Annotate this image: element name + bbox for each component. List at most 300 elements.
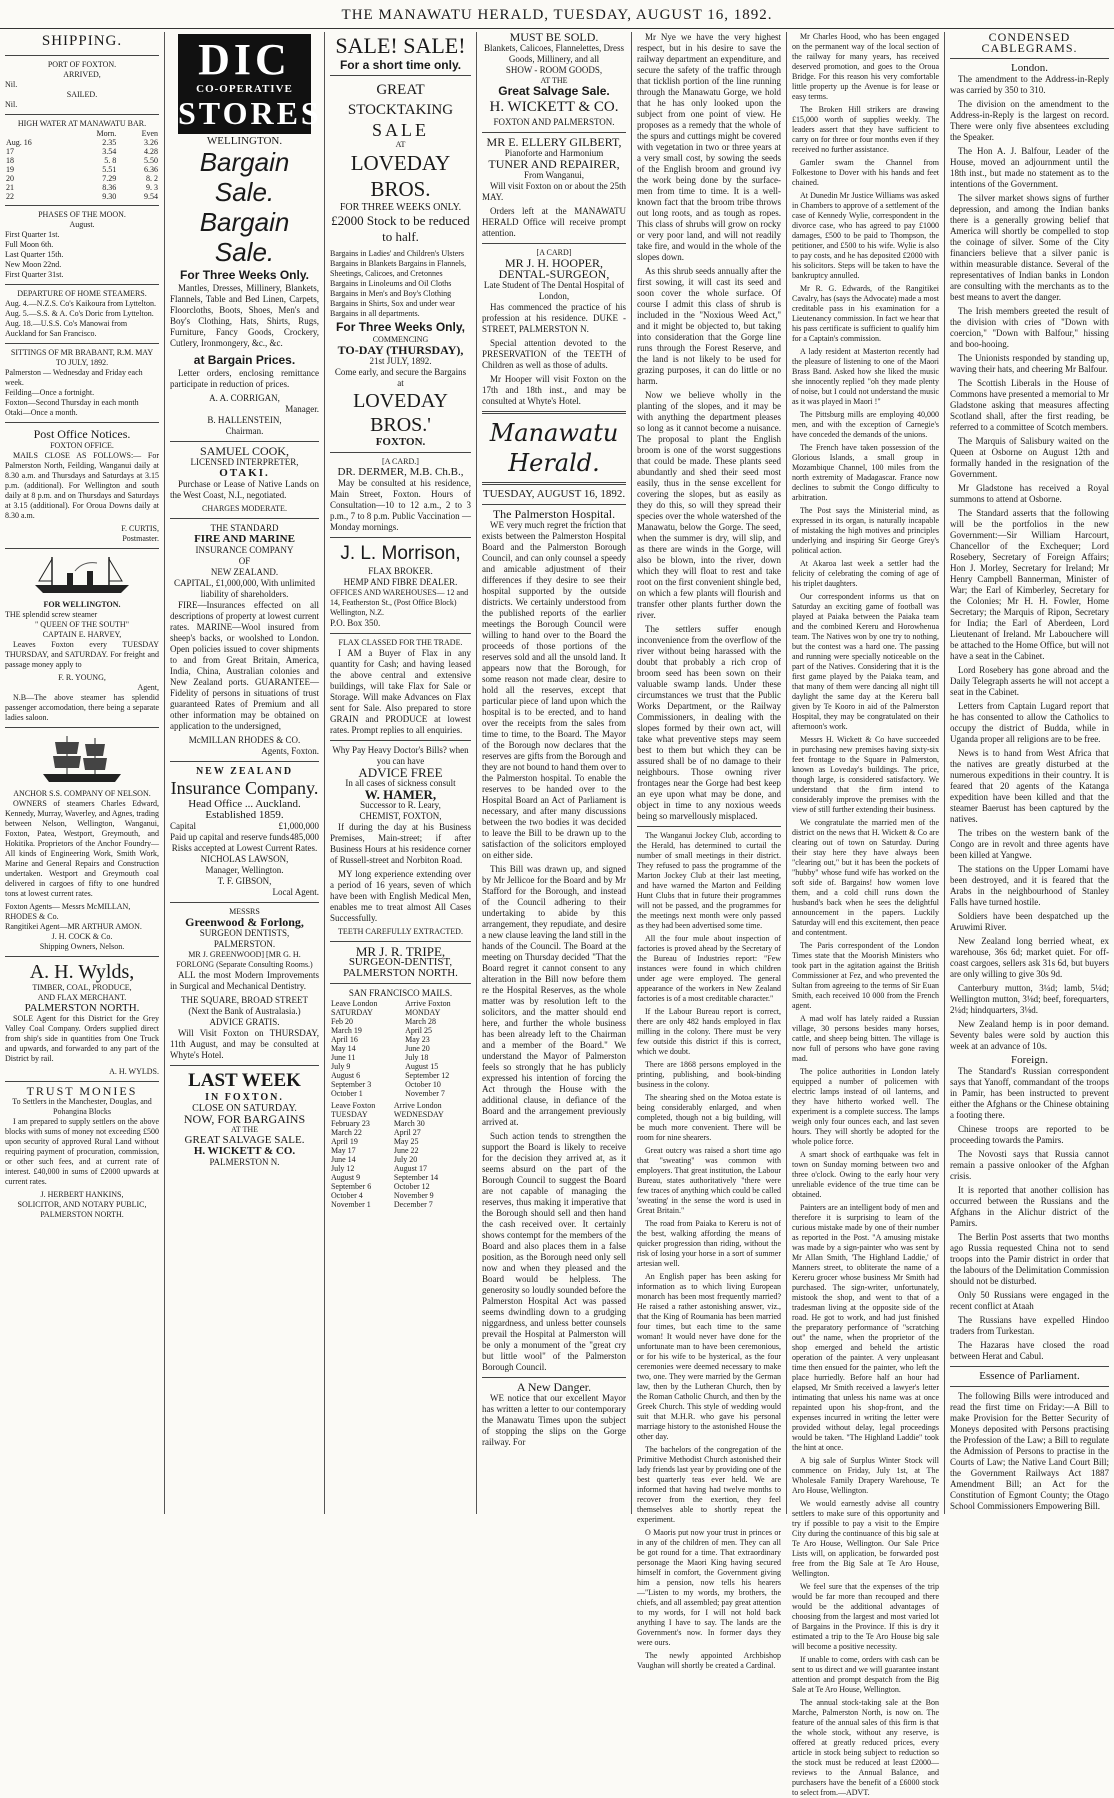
hooper-text3: Mr Hooper will visit Foxton on the 17th and 18th inst., and may be consulted at Whyte's Hotel. — [482, 374, 626, 406]
news-para: We congratulate the married men of the district on the news that H. Wickett & Co are clearing out of town on Saturday. During their stay here they have always been "clearing out," but it has been the pockets of "hubby" whose fund wife has worked on the soft side of. Bargains! how women love them, and a cold chill runs down the husband's back when he sees the delightful announcement in the papers. Luckily Saturday will end this excitement, then peace and contentment. — [792, 818, 939, 937]
news-para: There are 1868 persons employed in the printing, publishing, and book-binding business in the colony. — [637, 1060, 781, 1089]
nz-capital-value: £1,000,000 — [278, 821, 319, 831]
news-para: Our correspondent informs us that on Saturday an exciting game of football was played at Paiaka between the Paiaka team and the combined Kereru and Horowhenua team. The Natives won by one try to nothing, but the contest was a hard one. The passing and running were specially noticeable on the part of the Natives. Considering that it is the first game played by the Paiaka team, and that many of them were dancing all night till daylight the same day at the Kereru ball given by Te Kooro in aid of the Palmerston Hospital, they may be congratulated on their afternoon's work. — [792, 592, 939, 731]
news-para: The annual stock-taking sale at the Bon Marche, Palmerston North, is now on. The feature of the annual sales of this firm is that the whole stock, without any reserve, is offered at greatly reduced prices, every article in stock being subject to reduction so the stock must be reduced at least £2000—reviews to the Annual Balance, and purchasers have the benefit of a £6000 stock to select from.—ADVT. — [792, 1698, 939, 1797]
table-cell: 9.30 — [102, 192, 117, 201]
wellington-intro: THE splendid screw steamer — [5, 610, 98, 619]
wellington-text: Leaves Foxton every TUESDAY THURSDAY, and SATURDAY. For freight and passage money apply to — [5, 640, 159, 669]
date: 21st JULY, 1892. — [369, 356, 432, 366]
news-para: O Maoris put now your trust in princes or in any of the children of men. They can all be got round for a time. That extraordinary personage the Maori King having secured himself in comfort, the Government giving him a pension, now tells his hearers—"Listen to my words, my brothers, the chiefs, and all assembled; pay great attention to my words, for I will not hold back anything I have to say. The lands are the Government's now. In former days they were ours. — [637, 1528, 781, 1647]
nz-insurance-heading: NEW ZEALAND — [195, 766, 294, 777]
morrison-title2: HEMP AND FIBRE DEALER. — [343, 577, 458, 587]
foreign-heading: Foreign. — [1011, 1054, 1048, 1066]
news-para: The settlers suffer enough inconvenience from the overflow of the river without being harassed with the doubt that probably a rich crop of broom seed has been sown on their valuable swamp lands. Under these circumstances we trust that the Public Works Department, or the Railway Commissioners, in dealing with the slopes formed by their own act, will take what preventive steps may seem best to them but which they can be assured shall be of no damage to their neighbours. Those owning river frontages near the Gorge had best keep an eye upon what may be done, and object in time to any noxious weeds being so marvellously misplaced. — [637, 624, 781, 821]
table-cell: June 14 — [331, 1155, 356, 1164]
london-heading: London. — [1011, 62, 1048, 74]
parliament-para: The following Bills were introduced and read the first time on Friday:—A Bill to make Provision for the Better Security of Moneys deposited with Persons practising the Profession of the Law; a Bill to regulate the Admission of Persons to practise in the Courts of Law; the Native Land Court Bill; the Government Railways Act 1887 Amendment Bill; an Act for the Constitution of Egmont County; the Otago School Commissioners Empowering Bill. — [950, 1391, 1109, 1511]
danger-heading: A New Danger. — [516, 1380, 592, 1394]
wellington-agent-title: Agent, — [137, 683, 159, 692]
high-water-heading: HIGH WATER AT MANAWATU BAR. — [17, 119, 147, 128]
steamer-line: Aug. 18.—U.S.S. Co's Manowai from Auckland for San Francisco. — [5, 319, 128, 338]
high-water-table — [5, 129, 159, 201]
table-row — [5, 183, 159, 192]
table-cell: Even — [141, 129, 158, 138]
hooper-title: DENTAL-SURGEON, — [498, 267, 610, 281]
news-para: The road from Paiaka to Kereru is not of the best, walking affording the means of quicker progression than riding, without the risk of losing your horse in a sort of summer artesian well. — [637, 1219, 781, 1268]
loveday-name: LOVEDAY BROS. — [350, 151, 451, 201]
gilbert-title: TUNER AND REPAIRER, — [488, 157, 620, 171]
table-cell: Morn. — [96, 129, 117, 138]
table-cell: 21 — [6, 183, 14, 192]
flax-classed: FLAX CLASSED FOR THE TRADE. — [338, 638, 463, 647]
cablegrams-heading: CONDENSED CABLEGRAMS. — [981, 30, 1078, 55]
come-early: Come early, and secure the Bargains — [334, 367, 467, 377]
nz-established: Established 1859. — [205, 809, 284, 821]
now-bargains: NOW, FOR BARGAINS — [183, 1112, 306, 1126]
wylds-text: SOLE Agent for this District for the Grey Valley Coal Company. Orders supplied direct from ship's side in quantities from One Truck and upwards, and forwarded to any part of the District by rail. — [5, 1014, 159, 1063]
table-cell: 8.36 — [102, 183, 117, 192]
gilbert-name: MR E. ELLERY GILBERT, — [486, 135, 622, 149]
sailed-heading: SAILED. — [66, 90, 98, 99]
table-row — [330, 1035, 471, 1044]
anchor-heading: ANCHOR S.S. COMPANY OF NELSON. — [13, 789, 151, 798]
cable-para: Letters from Captain Lugard report that he has consented to allow the Catholics to occupy the district of Budda, while in Uganda proper all religions are to be free. — [950, 701, 1109, 744]
news-para: At Akaroa last week a settler had the felicity of celebrating the coming of age of his triplet daughters. — [792, 559, 939, 588]
paper-title: Manawatu Herald. — [489, 419, 619, 477]
news-para: Mr Nye we have the very highest respect, but in his desire to save the railway department an expenditure, and secure the safety of the traffic through that ticklish portion of the line running through the Manawatu Gorge, we hold that he has only looked upon the subject from one point of view. He proposes as a remedy that the whole of the spurs and cuttings might be covered with vegetation in two or three years at a very small cost, by sowing the seeds of the English broom and ground ivy the work being done by the surface-men from time to time. It is a well-known fact that the broom tribe throws out long roots, and as tough as ropes. This class of shrubs will grow on rocky or very poor land, and will not readily take fire, and would in the whole of the slopes down. — [637, 32, 781, 262]
table-cell: 2.35 — [102, 138, 117, 147]
news-para: The newly appointed Archbishop Vaughan will shortly be created a Cardinal. — [637, 1651, 781, 1670]
cable-para: New Zealand long berried wheat, ex warehouse, 36s 6d; market quiet. For off-coast cargoes, sellers ask 31s 6d, but buyers are only willing to give 30s 9d. — [950, 936, 1109, 979]
arrived-nil: Nil. — [5, 80, 18, 89]
table-cell: December 7 — [393, 1200, 433, 1209]
table-cell: October 4 — [331, 1191, 363, 1200]
card-label: [A CARD.] — [382, 457, 419, 466]
table-cell: May 23 — [405, 1035, 430, 1044]
foreign-para: Chinese troops are reported to be proceeding towards the Pamirs. — [950, 1124, 1109, 1145]
wylds-name: A. H. Wylds, — [29, 961, 135, 983]
gilbert-from: From Wanganui, — [523, 170, 585, 180]
hospital-p2: This Bill was drawn up, and signed by Mr Jellicoe for the Board and by Mr Stafford for the Borough, and instead of the Council adhering to their undertaking to abide by this arrangement, they repudiate, and desire a new clause leaving the land still in the hands of the Council. The Board at the meeting on Thursday decided "That the Board regret it cannot consent to any alteration in the Bill now before them re the Hospital Reserves, as the whole matter was by resolution left to the solicitors, and the matter should end here, and further the whole business has been already left to the Chairman and a member of the Board." We understand the Mayor of Palmerston feels so strongly that he has publicly expressed his intention of forcing the Act through the House with the additional clause, in defiance of the Board and the arrangement previously arrived at. — [482, 864, 626, 1127]
trust-heading: TRUST MONIES — [26, 1084, 138, 1098]
wellington-captain: CAPTAIN E. HARVEY, — [42, 630, 122, 639]
fire-agent-title: Agents, Foxton. — [261, 746, 319, 756]
table-cell: February 23 — [331, 1119, 370, 1128]
table-row — [330, 1191, 471, 1200]
table-cell: Feb 20 — [331, 1017, 353, 1026]
table-row — [5, 174, 159, 183]
greenwood-address: THE SQUARE, BROAD STREET (Next the Bank of Australasia.) — [180, 995, 308, 1016]
cook-place: OTAKI. — [219, 467, 270, 479]
shipping-title: SHIPPING. — [41, 33, 123, 49]
table-cell: 3.54 — [102, 147, 117, 156]
moon-line: Full Moon 6th. — [5, 240, 54, 249]
cable-para: The division on the amendment to the Address-in-Reply is the largest on record. There were only five absentees excluding the Speaker. — [950, 99, 1109, 142]
news-para: Messrs H. Wickett & Co have succeeded in purchasing new premises having sixty-six feet frontage to the Square in Palmerston, known as Loveday's buildings. The price, though large, is considered satisfactory. We understand that the firm intend to considerably improve the premises with the view of still further extending their business. — [792, 735, 939, 814]
bargain-prices: at Bargain Prices. — [193, 353, 296, 367]
foreign-para: The Standard's Russian correspondent says that Yanoff, commandant of the troops in Pamir, has been instructed to prevent either the Afghans or the Chinese obtaining a footing there. — [950, 1066, 1109, 1120]
nz-capital-row — [170, 821, 319, 832]
table-row — [5, 165, 159, 174]
table-cell: September 6 — [331, 1182, 372, 1191]
table-row — [5, 156, 159, 165]
mails-heading: SAN FRANCISCO MAILS. — [348, 988, 453, 998]
at-word-2: at — [397, 378, 404, 388]
news-para: The Wanganui Jockey Club, according to the Herald, has determined to curtail the number of small meetings in their district. They refused to pass the programme of the Marton Jockey Club at their last meeting, and have warned the Marton and Feilding Hunt Clubs that in future their programmes will not be passed, and the programmes for the meetings next month were only passed as they had been advertised some time. — [637, 831, 781, 930]
fire-agent: McMILLAN RHODES & CO. — [188, 735, 301, 745]
table-row — [5, 138, 159, 147]
foreign-para: The Russians have expelled Hindoo traders from Turkestan. — [950, 1315, 1109, 1336]
mails-table-2 — [330, 1101, 471, 1209]
dermer-text: May be consulted at his residence, Main Street, Foxton. Hours of Consultation—10 to 12 a.m., 2 to 3 p.m., 7 to 8 p.m. Public Vaccination — Monday mornings. — [330, 478, 471, 532]
table-row — [330, 1173, 471, 1182]
hospital-heading: The Palmerston Hospital. — [492, 507, 616, 521]
news-para: The Post says the Ministerial mind, as expressed in its organ, is naturally incapable of mistaking the high motives and principles underlying and inspiring Sir George Grey's political action. — [792, 506, 939, 555]
dic-logo-stores: STORES — [178, 95, 322, 131]
dermer-name: DR. DERMER, M.B. Ch.B., — [337, 466, 464, 478]
advice-free: ADVICE FREE — [358, 765, 443, 780]
table-cell: 18 — [6, 156, 14, 165]
table-cell: 8. 2 — [146, 174, 158, 183]
moon-line: New Moon 22nd. — [5, 260, 62, 269]
sittings-line: Otaki—Once a month. — [5, 408, 78, 417]
cable-para: The silver market shows signs of further depression, and among the Indian banks there is a generally growing belief that America will shortly be compelled to stop the coinage of silver. Some of the City financiers believe that a silver panic is within measurable distance. Several of the representatives of Indian banks in London are consulting with the merchants as to the best means to avert the danger. — [950, 193, 1109, 302]
hooper-name: MR J. H. HOOPER, — [504, 256, 603, 270]
sittings-line: Feilding—Once a fortnight. — [5, 388, 95, 397]
news-para: Now we believe wholly in the planting of the slopes, and it may be with anything the department pleases so long as it cannot become a nuisance. The proposal to plant the English broom is one of the worst suggestions that could be made. These plants seed abundantly and shed their seed most easily, thus in the sense excellent for covering the slopes, but as easily as they do this, so will they spread their species over the whole watershed of the Manawatu, below the Gorge. The seed, when the summer is dry, will slip, and as there are winds in the Gorge, will also be blown, into the river, down which they will float to rest and take root on the first convenient shingle bed, on which a few plants will flourish and transfer other plants further down the river. — [637, 390, 781, 620]
fire-heading: THE STANDARD — [210, 523, 279, 533]
wickett-place: PALMERSTON N. — [209, 1157, 280, 1167]
corrigan-title: Manager. — [285, 404, 319, 414]
wylds-signature: A. H. WYLDS. — [109, 1067, 159, 1076]
great-stocktaking: GREAT STOCKTAKING — [347, 82, 454, 118]
table-row — [330, 1053, 471, 1062]
gilbert-trade: Pianoforte and Harmonium — [504, 148, 604, 158]
wylds-trade: TIMBER, COAL, PRODUCE, — [32, 983, 132, 992]
news-para: If unable to come, orders with cash can be sent to us direct and we will guarantee instant attention and prompt despatch from the Big Sale at Te Aro House, Wellington. — [792, 1655, 939, 1694]
table-row — [330, 1017, 471, 1026]
table-cell: October 10 — [405, 1080, 441, 1089]
table-row — [330, 1044, 471, 1053]
table-cell: 3.26 — [144, 138, 158, 147]
foreign-para: The Novosti says that Russia cannot remain a passive onlooker of the Afghan crisis. — [950, 1149, 1109, 1181]
cable-para: The Scottish Liberals in the House of Commons have presented a memorial to Mr Gladstone asking that measures affecting Scotland shall, after the first reading, be referred to a committee of Scotch members. — [950, 378, 1109, 432]
table-row — [330, 1128, 471, 1137]
table-cell: 22 — [6, 192, 14, 201]
three-weeks-2: For Three Weeks Only, — [336, 320, 465, 334]
table-row — [330, 1062, 471, 1071]
post-office-text: MAILS CLOSE AS FOLLOWS:— For Palmerston North, Feilding, Wanganui daily at 8.30 a.m. and Thursdays and Saturdays at 3.15 p.m. (additional). For Wellington and south daily at 8 p.m. and on Thursdays and Saturdays at 3.15 (additional). For Oroua Downs daily at 8.30 a.m. — [5, 451, 159, 520]
fire-nz: NEW ZEALAND. — [210, 567, 279, 577]
table-cell: 5. 8 — [104, 156, 117, 165]
table-cell: November 9 — [393, 1191, 434, 1200]
steamer-line: Aug. 4.—N.Z.S. Co's Kaikoura from Lyttelton. — [5, 299, 156, 308]
sale-word: SALE — [372, 120, 429, 140]
hooper-text: Has commenced the practice of his profession at his residence. DUKE - STREET, PALMERSTON N. — [482, 302, 626, 334]
messrs: MESSRS — [229, 907, 260, 916]
at-the: AT THE — [540, 76, 568, 85]
table-cell: Leave London SATURDAY — [331, 999, 378, 1017]
morrison-title: FLAX BROKER. — [368, 566, 433, 576]
table-cell: Aug. 16 — [6, 138, 32, 147]
greenwood-advice: ADVICE GRATIS. — [209, 1017, 280, 1027]
table-row — [330, 1089, 471, 1098]
column-shipping — [0, 32, 165, 1514]
table-cell: September 3 — [331, 1080, 372, 1089]
column-loveday — [325, 32, 477, 1514]
table-cell: September 12 — [405, 1071, 450, 1080]
table-cell: March 19 — [331, 1026, 362, 1035]
teeth-extracted: TEETH CAREFULLY EXTRACTED. — [338, 927, 463, 936]
table-cell: October 12 — [393, 1182, 430, 1191]
cable-para: The Marquis of Salisbury waited on the Queen at Osborne on August 12th and formally handed in the resignation of the Government. — [950, 436, 1109, 479]
danger-p1: WE notice that our excellent Mayor has written a letter to our contemporary the Manawatu Times upon the subject of stopping the slips on the Gorge railway. For — [482, 1393, 626, 1447]
table-row — [330, 1137, 471, 1146]
nz-gibson-title: Local Agent. — [272, 887, 319, 897]
cable-para: Canterbury mutton, 3¼d; lamb, 5¼d; Wellington mutton, 3⅛d; beef, forequarters, 2¼d; hindquarters, 3⅛d. — [950, 983, 1109, 1015]
news-para: A smart shock of earthquake was felt in town on Sunday morning between two and three o'clock. Owing to the early hour very unreliable evidence of the true time can be obtained. — [792, 1150, 939, 1199]
news-para: Gamler swam the Channel from Folkestone to Dover with his hands and feet chained. — [792, 158, 939, 187]
paper-date: TUESDAY, AUGUST 16, 1892. — [482, 488, 626, 500]
cable-para: The Irish members greeted the result of the division with cries of "Down with coercion," "Down with Balfour," hissing and boo-hooing. — [950, 306, 1109, 349]
table-row — [330, 1146, 471, 1155]
wellington-agent: F. R. YOUNG, — [58, 673, 106, 682]
news-para: The bachelors of the congregation of the Primitive Methodist Church astonished their lady friends last year by providing one of the best quarterly teas ever held. We are informed that having had twelve months to recover from the exertion, they feel themselves able to shortly repeat the experiment. — [637, 1445, 781, 1524]
news-para: If the Labour Bureau report is correct, there are only 482 hands employed in flax milling in the colony. There must be very few outside this district if this is correct, which we doubt. — [637, 1007, 781, 1056]
wellington-ship: " QUEEN OF THE SOUTH" — [35, 620, 129, 629]
at-the: AT THE — [230, 1125, 259, 1134]
stock-reduced: £2000 Stock to be reduced to half. — [331, 213, 470, 244]
table-cell: August 9 — [331, 1173, 361, 1182]
mails-table-1 — [330, 999, 471, 1098]
news-para: Painters are an intelligent body of men and therefore it is surprising to learn of the curious mistake made by one of their number as reported in the Post. "A amusing mistake was made by a sign-painter who was sent by Mr Allan Smith, 'The Highland Laddie,' of Manners street, to obliterate the name of a Kereru grocer whose business Mr Smith had purchased. The sign-writer, unfortunately, mistook the shop, and went to that of a tradesman living at the opposite side of the road. He got to work, and had just finished the preparatory performance of "scratching out" the name, when the proprietor of the shop emerged and beheld the artistic operation of the painter. A very unpleasant time then ensued for the painter, who left the place hurriedly. Before half an hour had elapsed, Mr Smith received a lawyer's letter intimating that unless his name was at once repainted upon his shop-front, and the expenses incurred in writing the letter were provided without delay, legal proceedings would be taken. "The Highland Laddie" took the hint at once. — [792, 1203, 939, 1452]
port-heading: PORT OF FOXTON. — [47, 60, 117, 69]
table-cell: March 28 — [405, 1017, 436, 1026]
morrison-box: P.O. Box 350. — [330, 618, 381, 628]
greenwood-title: SURGEON DENTISTS, — [199, 928, 290, 938]
news-para: At Dunedin Mr Justice Williams was asked in Chambers to approve of a settlement of the case of Kennedy Wylie, correspondent in the divorce case, who has agreed to pay £1000 damages, £500 to be paid to Thompson, the petitioner, and £500 to his wife. Wylie is also to pay costs, and he has deposited £2000 with his solicitors. Steps will be taken to have the bankruptcy annulled. — [792, 191, 939, 280]
table-cell: September 14 — [393, 1173, 439, 1182]
wickett-name: H. WICKETT & CO. — [489, 99, 619, 115]
hospital-p3: Such action tends to strengthen the support the Board is likely to receive for the decision they arrived at, as it seems absurd on the part of the Borough Council to suggest the Board are not capable of managing the reserves, thus making it imperative that the Borough should sell and then hand the cash received over. It certainly shows contempt for the members of the Board and also places them in a false position, as the Borough need only sell now and when they pleased and the Board would be helpless. The generosity so loudly sounded before the Palmerston Hospital Act was passed seems dwindling down to a grudging niggardness, and unless better counsels prevail the Hospital at Palmerston will be only a monument of the "great cry but little wool" of the Palmerston Borough Council. — [482, 1131, 626, 1372]
greenwood-name: Greenwood & Forlong, — [185, 915, 304, 929]
cable-para: Soldiers have been despatched up the Aruwimi River. — [950, 911, 1109, 932]
hamer-text: If during the day at his Business Premises, Main-street; if after Business Hours at his residence corner of Russell-street and Norbiton Road. — [330, 822, 471, 865]
anchor-signature-title: Shipping Owners, Nelson. — [39, 942, 125, 951]
moon-line: Last Quarter 15th. — [5, 250, 64, 259]
news-para: The French have taken possession of the Glorious Islands, a small group in Mozambique Channel, 100 miles from the north extremity of Madagascar. France now declines to submit the Congo difficulty to arbitration. — [792, 443, 939, 502]
table-row — [330, 1119, 471, 1128]
wylds-place: PALMERSTON NORTH. — [24, 1002, 140, 1014]
news-para: Mr Charles Hood, who has been engaged on the permanent way of the local section of the railway for many years, has received deserved promotion, and goes to the Oroua Bridge. For this reason his very comfortable little property up the Avenue is for lease or easy terms. — [792, 32, 939, 101]
nz-capital-label: Capital — [170, 821, 196, 831]
loveday-name-2: LOVEDAY BROS.' — [353, 390, 448, 436]
cook-charges: CHARGES MODERATE. — [202, 504, 287, 513]
table-cell: June 11 — [331, 1053, 356, 1062]
trust-sub: To Settlers in the Manchester, Douglas, and Pohangina Blocks — [12, 1097, 152, 1116]
news-para: A big sale of Surplus Winter Stock will commence on Friday, July 1st, at The Wholesale Family Drapery Warehouse, Te Aro House, Wellington. — [792, 1456, 939, 1495]
three-weeks-heading: For Three Weeks Only. — [180, 268, 309, 282]
nz-head-office: Head Office ... Auckland. — [188, 798, 301, 810]
table-cell: August 15 — [405, 1062, 439, 1071]
show-room: SHOW - ROOM GOODS, — [505, 65, 603, 75]
parliament-heading: Essence of Parliament. — [979, 1370, 1080, 1382]
news-para: Mr R. G. Edwards, of the Rangitikei Cavalry, has (says the Advocate) made a most creditable pass in his examination for a Lieutenancy commission. In fact we hear that his pass certificate is sufficient to qualify him for a Captain's commission. — [792, 284, 939, 343]
cable-para: News is to hand from West Africa that the natives are greatly disturbed at the numerous expeditions in their country. It is feared that 20 agents of the Katanga expedition have been killed and that the steamer Baerust has been captured by the natives. — [950, 748, 1109, 824]
trust-signature2: SOLICITOR, AND NOTARY PUBLIC, — [17, 1200, 147, 1209]
table-cell: August 6 — [331, 1071, 361, 1080]
morrison-name: J. L. Morrison, — [340, 543, 461, 564]
news-para: The Pittsburg mills are employing 40,000 men, and with the exception of Carnegie's have conceded the demands of the unions. — [792, 410, 939, 439]
table-cell: November 1 — [331, 1200, 371, 1209]
table-cell: 5.50 — [144, 156, 158, 165]
table-row — [330, 1164, 471, 1173]
anchor-agents: Foxton Agents— Messrs McMILLAN, RHODES & Co. — [5, 902, 131, 921]
fire-text: FIRE—Insurances effected on all descriptions of property at lowest current rates. MARINE—Wool insured from sheep's backs, or woolshed to London. Open policies issued to cover shipments to and from Great Britain, America, India, China, Australian colonies and New Zealand ports. GUARANTEE—Fidelity of persons in situations of trust guaranteed Rates of Premium and all other information may be obtained on application to the undersigned, — [170, 600, 319, 731]
table-header-row — [5, 129, 159, 138]
card-label: [A CARD] — [536, 248, 572, 257]
table-cell: March 30 — [393, 1119, 425, 1128]
table-header-row — [330, 999, 471, 1017]
post-office-signature-title: Postmaster. — [122, 534, 159, 543]
cable-para: The tribes on the western bank of the Congo are in revolt and three agents have been killed at Yangwe. — [950, 828, 1109, 860]
hallenstein-title: Chairman. — [225, 426, 264, 436]
table-row — [330, 1080, 471, 1089]
greenwood-names: MR J. GREENWOOD] [MR G. H. FORLONG (Separate Consulting Rooms.) — [176, 950, 313, 969]
table-cell: March 22 — [331, 1128, 362, 1137]
bargain-list: Bargains in Ladies' and Children's Ulsters Bargains in Blankets Bargains in Flannels, Sheetings, Calicoes, and Cretonnes Bargains in Linoleums and Oil Cloths Bargains in Men's and Boy's Clothing Bargains in Shirts, Sox and under wear Bargains in all departments. — [330, 249, 467, 318]
table-cell: 17 — [6, 147, 14, 156]
table-cell: July 18 — [405, 1053, 429, 1062]
foreign-para: It is reported that another collision has occurred between the Russians and the Afghans in the Alichur district of the Pamirs. — [950, 1185, 1109, 1228]
fire-capital: CAPITAL, £1,000,000, With unlimited liability of shareholders. — [174, 578, 315, 599]
trust-signature: J. HERBERT HANKINS, — [40, 1190, 124, 1199]
last-week: LAST WEEK — [188, 1070, 301, 1091]
tripe-title: SURGEON-DENTIST, — [348, 956, 453, 968]
wellington-heading: FOR WELLINGTON. — [43, 600, 121, 609]
cable-para: Mr Gladstone has received a Royal summons to attend at Osborne. — [950, 483, 1109, 504]
why-pay: Why Pay Heavy Doctor's Bills? when you can have — [332, 745, 469, 766]
table-cell: June 22 — [393, 1146, 419, 1155]
moon-line: First Quarter 31st. — [5, 270, 64, 279]
steamers-heading: DEPARTURE OF HOME STEAMERS. — [17, 289, 147, 298]
table-cell: May 25 — [393, 1137, 419, 1146]
cable-para: The Hon A. J. Balfour, Leader of the House, moved an adjournment until the 18th inst., but made no statement as to the intentions of the Government. — [950, 146, 1109, 189]
table-row — [330, 1155, 471, 1164]
table-cell: April 25 — [405, 1026, 432, 1035]
table-cell: 6.36 — [144, 165, 158, 174]
anchor-text: OWNERS of steamers Charles Edward, Kennedy, Murray, Waverley, and Agnes, trading between Nelson, Wellington, Wanganui, Foxton, Patea, Westport, Greymouth, and Hokitika. Proprietors of the Anchor Foundry—All kinds of Engineering Work, Smith Work, Marine and General Repairs and Construction undertaken. Westport and Greymouth coal delivered in cargoes of fifty to one hundred tons at lowest current rates. — [5, 799, 159, 898]
blankets: Blankets, Calicoes, Flannelettes, Dress Goods, Millinery, and all — [484, 43, 624, 64]
table-cell: October 1 — [331, 1089, 363, 1098]
column-cablegrams — [945, 32, 1114, 1514]
tripe-place: PALMERSTON NORTH. — [343, 967, 458, 979]
commencing: COMMENCING — [372, 335, 429, 344]
nz-insurance-title: Insurance Company. — [170, 778, 319, 798]
news-para: As this shrub seeds annually after the first sowing, it will cast its seed and soon cover the whole surface. Of course I admit this class of shrub is included in the "Noxious Weed Act," and it might be objected to, but taking into consideration that the Gorge line runs through the Forest Reserve, and the land is not likely to be used for grazing purposes, it can do little or no harm. — [637, 266, 781, 386]
dic-logo-sub: CO-OPERATIVE — [196, 83, 293, 95]
nz-risks: Risks accepted at Lowest Current Rates. — [171, 843, 318, 853]
dic-logo-title: DIC — [198, 35, 291, 84]
sale-heading: SALE! SALE! — [335, 33, 466, 58]
dic-letter: Letter orders, enclosing remittance participate in reduction of prices. — [170, 368, 319, 389]
steamship-icon — [27, 553, 137, 597]
news-para: We feel sure that the expenses of the trip would be far more than recouped and there would be the additional advantages of choosing from the largest and most varied lot of Bargains in the Province. If this is dry it estimated a trip to the Te Aro House big sale will become a positive necessity. — [792, 1582, 939, 1651]
nz-paid-row — [170, 832, 319, 843]
hamer-experience: MY long experience extending over a period of 16 years, seven of which have been with English Medical Men, enables me to treat almost All Cases Successfully. — [330, 869, 471, 923]
hallenstein-name: B. HALLENSTEIN, — [207, 415, 282, 425]
fire-heading2: FIRE AND MARINE — [194, 533, 295, 545]
gilbert-text2: Orders left at the MANAWATU HERALD Office will receive prompt attention. — [482, 206, 626, 238]
table-cell: April 27 — [393, 1128, 421, 1137]
table-cell: 5.51 — [102, 165, 117, 174]
fire-of: OF — [238, 556, 251, 566]
news-para: A mad wolf has lately raided a Russian village, 30 persons besides many horses, cattle, and sheep being bitten. The village is now full of persons who have gone raving mad. — [792, 1014, 939, 1063]
table-header-row — [330, 1101, 471, 1119]
great-salvage: Great Salvage Sale. — [498, 84, 610, 98]
sittings-heading: SITTINGS OF MR BRABANT, R.M. MAY TO JULY, 1892. — [10, 348, 154, 367]
news-para: A lady resident at Masterton recently had the pleasure of listening to one of the Maori Brass Band. Asked how she liked the music she innocently replied "oh they made plenty of noise, but I could not understand the music as it was played in Maori !" — [792, 347, 939, 406]
greenwood-place: PALMERSTON. — [213, 939, 276, 949]
anchor-agent2: Rangitikei Agent—MR ARTHUR AMON. — [5, 922, 142, 931]
cable-para: New Zealand hemp is in poor demand. Seventy bales were sold by auction this week at an advance of 10s. — [950, 1019, 1109, 1051]
sittings-line: Foxton—Second Thursday in each month — [5, 398, 139, 407]
news-para: An English paper has been asking for information as to which living European monarch has been most frequently married? He raised a rather astonishing answer, viz., that the King of Roumania has been married four times, but each time to the same woman! It would never have done for the unfortunate man to have been ceremonious, or for his wife to be hysterical, as the four ceremonies were deemed necessary to make two, one. They were married by the German law, then by the Lutheran Church, then by the Roman Catholic Church, and then by the Greek Church. This style of wedding would suit that M.H.R. who gave his personal marriage history to the astonished House the other day. — [637, 1272, 781, 1441]
cable-para: Lord Rosebery has gone abroad and the Daily Telegraph asserts he will not accept a seat in the Cabinet. — [950, 665, 1109, 697]
news-para: The shearing shed on the Motoa estate is being considerably enlarged, and when completed, though not a big building, will be much more convenient. There will be room for nine shearers. — [637, 1093, 781, 1142]
at-word: AT — [395, 140, 406, 149]
tripe-name: MR J. R. TRIPE, — [355, 944, 446, 959]
moon-month: August. — [69, 220, 95, 229]
cable-para: The stations on the Upper Lomami have been destroyed, and it is feared that the Arabs in the neighbourhood of Stanley Falls have turned hostile. — [950, 864, 1109, 907]
table-cell: July 12 — [331, 1164, 355, 1173]
news-para: All the four mule about inspection of factories is proved ahead by the Secretary of the Bureau of Industries report: "Few instances were found in which children under age were employed. The general appearance of the workers in New Zealand factories is of a most creditable character." — [637, 934, 781, 1003]
wickett-place: FOXTON AND PALMERSTON. — [493, 117, 615, 127]
today: TO-DAY (THURSDAY), — [337, 343, 464, 357]
news-para: We would earnestly advise all country settlers to make sure of this opportunity and try if possible to pay a visit to the Empire City during the continuance of this big sale at Te Aro House, Wellington. Our Sale Price Lists will, on application, be forwarded post free from the Big Sale at Te Aro House, Wellington. — [792, 1499, 939, 1578]
table-cell: 20 — [6, 174, 14, 183]
table-cell: November 7 — [405, 1089, 445, 1098]
nz-lawson-title: Manager, Wellington. — [205, 865, 284, 875]
wylds-trade2: AND FLAX MERCHANT. — [37, 993, 127, 1002]
corrigan-name: A. A. CORRIGAN, — [209, 393, 280, 403]
table-row — [330, 1071, 471, 1080]
fire-sub: INSURANCE COMPANY — [195, 545, 294, 555]
masthead: THE MANAWATU HERALD, TUESDAY, AUGUST 16, 1892. — [0, 0, 1114, 29]
gilbert-text: Will visit Foxton on or about the 25th MAY. — [482, 181, 626, 202]
hamer-title: CHEMIST, FOXTON, — [359, 811, 442, 821]
bargain-sale-2: Bargain Sale. — [199, 207, 290, 267]
cable-para: The amendment to the Address-in-Reply was carried by 350 to 310. — [950, 74, 1109, 95]
table-cell: 4.28 — [144, 147, 158, 156]
in-foxton: IN FOXTON. — [205, 1092, 284, 1103]
cook-title: LICENSED INTERPRETER, — [190, 457, 299, 467]
sailed-nil: Nil. — [5, 100, 18, 109]
nz-paid-value: 485,000 — [289, 832, 319, 842]
post-office-sub: FOXTON OFFICE. — [50, 441, 114, 450]
post-office-signature: F. CURTIS, — [121, 524, 159, 533]
column-dic-stores — [165, 32, 325, 1514]
greenwood-text: ALL the most Modern Improvements in Surgical and Mechanical Dentistry. — [170, 970, 319, 991]
table-cell: Arrive London WEDNESDAY — [393, 1101, 444, 1119]
trust-text: I am prepared to supply settlers on the above blocks with sums of money not exceeding £500 upon security of approved Rural Land without requiring payment of procuration, commission, or other such fees, and at current rate of interest. £40,000 in sums of £2000 upwards at current rates. — [5, 1117, 159, 1186]
foreign-para: Only 50 Russians were engaged in the recent conflict at Ataah — [950, 1290, 1109, 1311]
foxton: FOXTON. — [375, 436, 426, 448]
short-time: For a short time only. — [339, 58, 462, 72]
hooper-student: Late Student of The Dental Hospital of London, — [483, 280, 625, 301]
great-salvage: GREAT SALVAGE SALE. — [184, 1134, 305, 1146]
cook-text: Purchase or Lease of Native Lands on the West Coast, N.I., negotiated. — [170, 479, 319, 500]
